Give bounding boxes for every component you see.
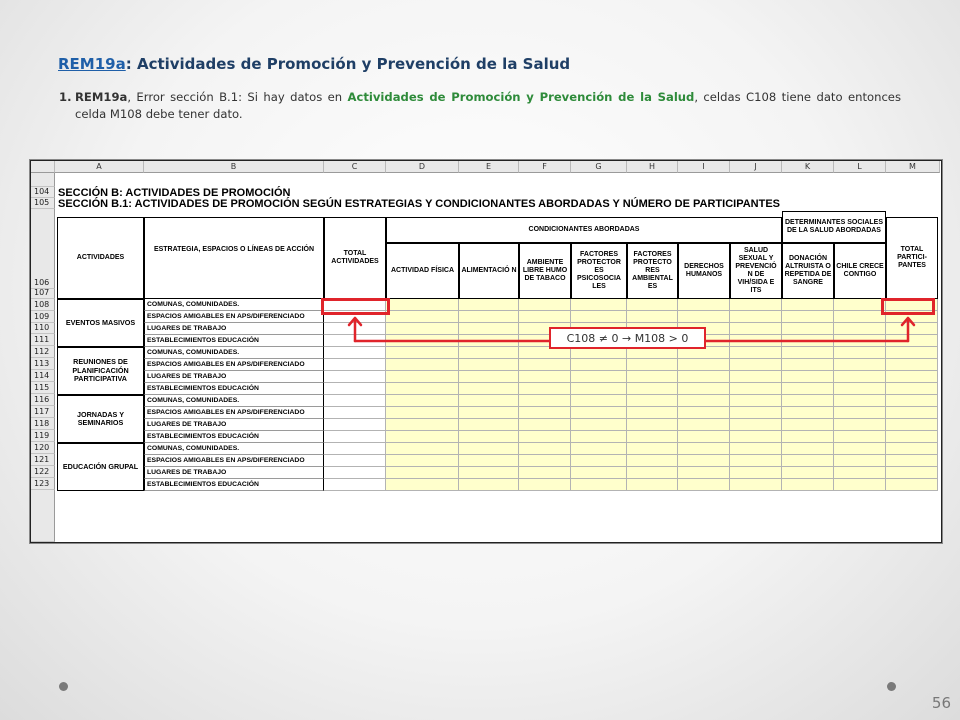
column-header-c[interactable]: C <box>324 161 386 173</box>
cell-i109[interactable] <box>678 311 730 323</box>
cell-m122[interactable] <box>886 467 938 479</box>
slide-title <box>58 55 570 73</box>
column-header-b[interactable]: B <box>144 161 324 173</box>
cell-h121[interactable] <box>627 455 678 467</box>
column-header-m[interactable]: M <box>886 161 940 173</box>
cell-f123[interactable] <box>519 479 571 491</box>
cell-e121[interactable] <box>459 455 519 467</box>
spreadsheet <box>30 160 942 543</box>
strategy-label: COMUNAS, COMUNIDADES. <box>144 443 324 455</box>
cell-m115[interactable] <box>886 383 938 395</box>
row-header-104[interactable]: 104 <box>31 187 55 198</box>
cell-g118[interactable] <box>571 419 627 431</box>
cell-h123[interactable] <box>627 479 678 491</box>
cell-l108[interactable] <box>834 299 886 311</box>
cell-g121[interactable] <box>571 455 627 467</box>
rule-text-2: , celdas C108 tiene dato entonces celda M108 debe tener dato. <box>75 90 901 121</box>
cell-l113[interactable] <box>834 359 886 371</box>
row-header-111[interactable]: 111 <box>31 334 55 346</box>
cell-d115[interactable] <box>386 383 459 395</box>
cell-k122[interactable] <box>782 467 834 479</box>
cell-c116[interactable] <box>324 395 386 407</box>
row-header-119[interactable]: 119 <box>31 430 55 442</box>
row-header-112[interactable]: 112 <box>31 346 55 358</box>
cell-g116[interactable] <box>571 395 627 407</box>
cell-i121[interactable] <box>678 455 730 467</box>
row-header-114[interactable]: 114 <box>31 370 55 382</box>
strategy-label: ESPACIOS AMIGABLES EN APS/DIFERENCIADO <box>144 407 324 419</box>
strategy-label: ESPACIOS AMIGABLES EN APS/DIFERENCIADO <box>144 455 324 467</box>
cell-j120[interactable] <box>730 443 782 455</box>
title-rest: : Actividades de Promoción y Prevención de la Salud <box>125 55 571 73</box>
cell-m119[interactable] <box>886 431 938 443</box>
cell-h116[interactable] <box>627 395 678 407</box>
cell-j119[interactable] <box>730 431 782 443</box>
strategy-label: COMUNAS, COMUNIDADES. <box>144 347 324 359</box>
cell-k108[interactable] <box>782 299 834 311</box>
rule-text-1: , Error sección B.1: Si hay datos en <box>127 90 348 104</box>
cell-m114[interactable] <box>886 371 938 383</box>
cell-j115[interactable] <box>730 383 782 395</box>
cell-f120[interactable] <box>519 443 571 455</box>
cell-f122[interactable] <box>519 467 571 479</box>
cell-f118[interactable] <box>519 419 571 431</box>
cell-e122[interactable] <box>459 467 519 479</box>
cell-k109[interactable] <box>782 311 834 323</box>
column-header-g[interactable]: G <box>571 161 627 173</box>
cell-g109[interactable] <box>571 311 627 323</box>
cell-c111[interactable] <box>324 335 386 347</box>
column-header-e[interactable]: E <box>459 161 519 173</box>
strategy-label: LUGARES DE TRABAJO <box>144 371 324 383</box>
cell-d122[interactable] <box>386 467 459 479</box>
strategy-label: COMUNAS, COMUNIDADES. <box>144 395 324 407</box>
cell-h117[interactable] <box>627 407 678 419</box>
cell-f113[interactable] <box>519 359 571 371</box>
column-header-f[interactable]: F <box>519 161 571 173</box>
cell-e119[interactable] <box>459 431 519 443</box>
header-sub-j: SALUD SEXUAL Y PREVENCIÓ N DE VIH/SIDA E ITS <box>730 243 782 299</box>
cell-h119[interactable] <box>627 431 678 443</box>
cell-d119[interactable] <box>386 431 459 443</box>
header-estrategia: ESTRATEGIA, ESPACIOS O LÍNEAS DE ACCIÓN <box>144 217 324 299</box>
cell-d121[interactable] <box>386 455 459 467</box>
cell-e117[interactable] <box>459 407 519 419</box>
header-sub-h: FACTORES PROTECTO RES AMBIENTAL ES <box>627 243 678 299</box>
cell-i117[interactable] <box>678 407 730 419</box>
cell-m117[interactable] <box>886 407 938 419</box>
cell-m111[interactable] <box>886 335 938 347</box>
header-sub-k: DONACIÓN ALTRUISTA O REPETIDA DE SANGRE <box>782 243 834 299</box>
cell-k114[interactable] <box>782 371 834 383</box>
row-header-spacer <box>31 173 55 187</box>
row-header-121[interactable]: 121 <box>31 454 55 466</box>
cell-f115[interactable] <box>519 383 571 395</box>
cell-f109[interactable] <box>519 311 571 323</box>
rule-number: 1. <box>59 90 72 104</box>
column-header-a[interactable]: A <box>55 161 144 173</box>
row-header-123[interactable]: 123 <box>31 478 55 490</box>
cell-l111[interactable] <box>834 335 886 347</box>
cell-l112[interactable] <box>834 347 886 359</box>
cell-e118[interactable] <box>459 419 519 431</box>
cell-j116[interactable] <box>730 395 782 407</box>
cell-h109[interactable] <box>627 311 678 323</box>
row-header-118[interactable]: 118 <box>31 418 55 430</box>
cell-c112[interactable] <box>324 347 386 359</box>
cell-e116[interactable] <box>459 395 519 407</box>
cell-f116[interactable] <box>519 395 571 407</box>
rule-form-name: REM19a <box>75 90 128 104</box>
strategy-label: ESTABLECIMIENTOS EDUCACIÓN <box>144 383 324 395</box>
cell-c119[interactable] <box>324 431 386 443</box>
cell-e115[interactable] <box>459 383 519 395</box>
cell-j112[interactable] <box>730 347 782 359</box>
cell-k119[interactable] <box>782 431 834 443</box>
row-header-109[interactable]: 109 <box>31 311 55 323</box>
header-sub-e: ALIMENTACIÓ N <box>459 243 519 299</box>
cell-l117[interactable] <box>834 407 886 419</box>
cell-d120[interactable] <box>386 443 459 455</box>
column-header-d[interactable]: D <box>386 161 459 173</box>
cell-i114[interactable] <box>678 371 730 383</box>
cell-f117[interactable] <box>519 407 571 419</box>
cell-i119[interactable] <box>678 431 730 443</box>
cell-m123[interactable] <box>886 479 938 491</box>
cell-e109[interactable] <box>459 311 519 323</box>
header-total-actividades: TOTAL ACTIVIDADES <box>324 217 386 299</box>
group-2: REUNIONES DE PLANIFICACIÓN PARTICIPATIVA <box>57 347 144 395</box>
cell-j123[interactable] <box>730 479 782 491</box>
section-b-title: SECCIÓN B: ACTIVIDADES DE PROMOCIÓN <box>58 187 291 199</box>
cell-d116[interactable] <box>386 395 459 407</box>
strategy-label: ESTABLECIMIENTOS EDUCACIÓN <box>144 431 324 443</box>
cell-c123[interactable] <box>324 479 386 491</box>
cell-d113[interactable] <box>386 359 459 371</box>
nav-dot-right <box>887 682 896 691</box>
header-sub-f: AMBIENTE LIBRE HUMO DE TABACO <box>519 243 571 299</box>
cell-j108[interactable] <box>730 299 782 311</box>
page-number: 56 <box>931 694 951 712</box>
sheet-right-margin <box>938 173 941 542</box>
row-header-116[interactable]: 116 <box>31 394 55 406</box>
cell-k120[interactable] <box>782 443 834 455</box>
cell-k118[interactable] <box>782 419 834 431</box>
cell-c110[interactable] <box>324 323 386 335</box>
cell-k115[interactable] <box>782 383 834 395</box>
cell-j117[interactable] <box>730 407 782 419</box>
cell-j121[interactable] <box>730 455 782 467</box>
select-all-corner[interactable] <box>31 161 55 173</box>
cell-l120[interactable] <box>834 443 886 455</box>
nav-dot-left <box>59 682 68 691</box>
cell-m113[interactable] <box>886 359 938 371</box>
row-header-110[interactable]: 110 <box>31 323 55 334</box>
cell-l122[interactable] <box>834 467 886 479</box>
cell-l115[interactable] <box>834 383 886 395</box>
strategy-label: LUGARES DE TRABAJO <box>144 467 324 479</box>
row-header-117[interactable]: 117 <box>31 406 55 418</box>
cell-i122[interactable] <box>678 467 730 479</box>
highlight-m108 <box>881 298 935 315</box>
cell-k113[interactable] <box>782 359 834 371</box>
row-header-105[interactable]: 105 <box>31 198 55 209</box>
cell-j114[interactable] <box>730 371 782 383</box>
header-sub-d: ACTIVIDAD FÍSICA <box>386 243 459 299</box>
highlight-c108 <box>321 298 390 315</box>
cell-k121[interactable] <box>782 455 834 467</box>
cell-c120[interactable] <box>324 443 386 455</box>
group-4: EDUCACIÓN GRUPAL <box>57 443 144 491</box>
cell-e111[interactable] <box>459 335 519 347</box>
header-actividades: ACTIVIDADES <box>57 217 144 299</box>
cell-i108[interactable] <box>678 299 730 311</box>
cell-e114[interactable] <box>459 371 519 383</box>
cell-i120[interactable] <box>678 443 730 455</box>
cell-d117[interactable] <box>386 407 459 419</box>
strategy-label: COMUNAS, COMUNIDADES. <box>144 299 324 311</box>
cell-c113[interactable] <box>324 359 386 371</box>
header-sub-i: DERECHOS HUMANOS <box>678 243 730 299</box>
row-header-106[interactable]: 106 <box>31 209 55 289</box>
header-determinantes: DETERMINANTES SOCIALES DE LA SALUD ABORDADAS <box>782 211 886 243</box>
cell-h122[interactable] <box>627 467 678 479</box>
strategy-label: LUGARES DE TRABAJO <box>144 323 324 335</box>
cell-l118[interactable] <box>834 419 886 431</box>
cell-h120[interactable] <box>627 443 678 455</box>
column-header-k[interactable]: K <box>782 161 834 173</box>
cell-c121[interactable] <box>324 455 386 467</box>
group-3: JORNADAS Y SEMINARIOS <box>57 395 144 443</box>
rule-section-name: Actividades de Promoción y Prevención de la Salud <box>347 90 695 104</box>
cell-d123[interactable] <box>386 479 459 491</box>
cell-l119[interactable] <box>834 431 886 443</box>
cell-j118[interactable] <box>730 419 782 431</box>
cell-g108[interactable] <box>571 299 627 311</box>
cell-g117[interactable] <box>571 407 627 419</box>
cell-i118[interactable] <box>678 419 730 431</box>
cell-k117[interactable] <box>782 407 834 419</box>
strategy-label: ESPACIOS AMIGABLES EN APS/DIFERENCIADO <box>144 311 324 323</box>
column-header-l[interactable]: L <box>834 161 886 173</box>
formula-box: C108 ≠ 0 → M108 > 0 <box>549 327 706 349</box>
header-condicionantes: CONDICIONANTES ABORDADAS <box>386 217 782 243</box>
cell-m116[interactable] <box>886 395 938 407</box>
cell-c115[interactable] <box>324 383 386 395</box>
cell-h114[interactable] <box>627 371 678 383</box>
cell-f114[interactable] <box>519 371 571 383</box>
header-sub-l: CHILE CRECE CONTIGO <box>834 243 886 299</box>
cell-j111[interactable] <box>730 335 782 347</box>
cell-h118[interactable] <box>627 419 678 431</box>
cell-l123[interactable] <box>834 479 886 491</box>
cell-f119[interactable] <box>519 431 571 443</box>
cell-j113[interactable] <box>730 359 782 371</box>
cell-c122[interactable] <box>324 467 386 479</box>
strategy-label: ESTABLECIMIENTOS EDUCACIÓN <box>144 479 324 491</box>
row-header-filler <box>31 490 55 542</box>
cell-d108[interactable] <box>386 299 459 311</box>
cell-d110[interactable] <box>386 323 459 335</box>
cell-g119[interactable] <box>571 431 627 443</box>
strategy-label: LUGARES DE TRABAJO <box>144 419 324 431</box>
cell-e120[interactable] <box>459 443 519 455</box>
cell-k110[interactable] <box>782 323 834 335</box>
cell-e123[interactable] <box>459 479 519 491</box>
cell-m112[interactable] <box>886 347 938 359</box>
cell-i113[interactable] <box>678 359 730 371</box>
cell-i116[interactable] <box>678 395 730 407</box>
cell-c114[interactable] <box>324 371 386 383</box>
cell-j110[interactable] <box>730 323 782 335</box>
cell-h108[interactable] <box>627 299 678 311</box>
cell-m110[interactable] <box>886 323 938 335</box>
row-header-120[interactable]: 120 <box>31 442 55 454</box>
cell-m118[interactable] <box>886 419 938 431</box>
cell-g114[interactable] <box>571 371 627 383</box>
header-sub-g: FACTORES PROTECTOR ES PSICOSOCIA LES <box>571 243 627 299</box>
cell-l116[interactable] <box>834 395 886 407</box>
cell-c117[interactable] <box>324 407 386 419</box>
cell-k112[interactable] <box>782 347 834 359</box>
strategy-label: ESPACIOS AMIGABLES EN APS/DIFERENCIADO <box>144 359 324 371</box>
cell-i115[interactable] <box>678 383 730 395</box>
column-header-i[interactable]: I <box>678 161 730 173</box>
cell-e113[interactable] <box>459 359 519 371</box>
column-header-h[interactable]: H <box>627 161 678 173</box>
row-header-122[interactable]: 122 <box>31 466 55 478</box>
cell-d114[interactable] <box>386 371 459 383</box>
cell-h115[interactable] <box>627 383 678 395</box>
cell-h113[interactable] <box>627 359 678 371</box>
cell-j122[interactable] <box>730 467 782 479</box>
group-1: EVENTOS MASIVOS <box>57 299 144 347</box>
cell-m121[interactable] <box>886 455 938 467</box>
cell-f108[interactable] <box>519 299 571 311</box>
row-header-113[interactable]: 113 <box>31 358 55 370</box>
cell-l114[interactable] <box>834 371 886 383</box>
cell-e112[interactable] <box>459 347 519 359</box>
cell-g115[interactable] <box>571 383 627 395</box>
cell-j109[interactable] <box>730 311 782 323</box>
section-b1-title: SECCIÓN B.1: ACTIVIDADES DE PROMOCIÓN SEGÚN ESTRATEGIAS Y CONDICIONANTES ABORDADAS Y NÚMERO DE PARTICIPANTES <box>58 198 780 210</box>
cell-g122[interactable] <box>571 467 627 479</box>
cell-c118[interactable] <box>324 419 386 431</box>
cell-g123[interactable] <box>571 479 627 491</box>
cell-d112[interactable] <box>386 347 459 359</box>
validation-rule <box>59 89 901 123</box>
strategy-label: ESTABLECIMIENTOS EDUCACIÓN <box>144 335 324 347</box>
cell-l121[interactable] <box>834 455 886 467</box>
cell-d118[interactable] <box>386 419 459 431</box>
cell-k116[interactable] <box>782 395 834 407</box>
sheet-bottom-area <box>55 491 941 542</box>
cell-l109[interactable] <box>834 311 886 323</box>
column-header-j[interactable]: J <box>730 161 782 173</box>
cell-g120[interactable] <box>571 443 627 455</box>
cell-g113[interactable] <box>571 359 627 371</box>
row-header-108[interactable]: 108 <box>31 299 55 311</box>
cell-k111[interactable] <box>782 335 834 347</box>
cell-d111[interactable] <box>386 335 459 347</box>
row-header-115[interactable]: 115 <box>31 382 55 394</box>
cell-m120[interactable] <box>886 443 938 455</box>
cell-e108[interactable] <box>459 299 519 311</box>
cell-l110[interactable] <box>834 323 886 335</box>
cell-k123[interactable] <box>782 479 834 491</box>
row-104-bg <box>55 173 940 187</box>
cell-i123[interactable] <box>678 479 730 491</box>
rem19a-link[interactable]: REM19a <box>58 55 126 73</box>
row-header-107[interactable]: 107 <box>31 289 55 299</box>
cell-f121[interactable] <box>519 455 571 467</box>
cell-d109[interactable] <box>386 311 459 323</box>
header-total-participantes: TOTAL PARTICI-PANTES <box>886 217 938 299</box>
cell-e110[interactable] <box>459 323 519 335</box>
